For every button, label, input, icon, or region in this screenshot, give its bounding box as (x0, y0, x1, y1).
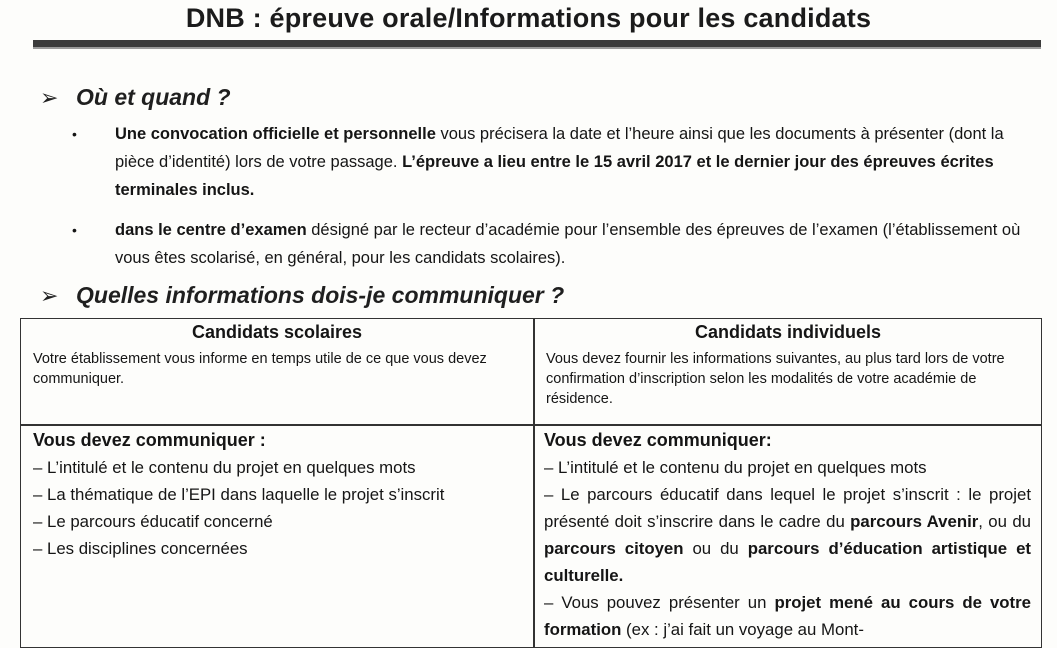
bold-phrase: dans le centre d’examen (115, 221, 307, 239)
list-item: – L’intitulé et le contenu du projet en quelques mots (33, 458, 416, 477)
list-item-text (115, 120, 1025, 204)
section-heading-informations (40, 282, 564, 309)
bold-phrase: L’épreuve a lieu entre le 15 avril 2017 et le dernier jour des épreuves écrites terminales inclus. (115, 153, 994, 199)
section-heading-ou-et-quand (40, 84, 231, 111)
bold-phrase: parcours d’éducation artistique et culturelle. (544, 539, 1031, 585)
list-scolaires (33, 427, 513, 562)
subheading: Vous devez communiquer: (544, 430, 772, 450)
plain-text: vous précisera la date et l’heure ainsi que les documents à présenter (dont la pièce d’identité) lors de votre passage. (115, 125, 1004, 171)
bold-phrase: projet mené au cours de votre formation (544, 593, 1031, 639)
intro-individuels: Vous devez fournir les informations suivantes, au plus tard lors de votre confirmation d’inscription selon les modalités de votre académie de résidence. (546, 351, 1005, 407)
list-item (544, 589, 1031, 643)
table-divider-vertical (533, 319, 535, 647)
list-item-text (115, 216, 1025, 272)
plain-text: désigné par le recteur d’académie pour l’ensemble des épreuves de l’examen (l’établissement où vous êtes scolarisé, en général, pour les candidats scolaires). (115, 221, 1021, 267)
bullet-dot-icon: • (72, 126, 77, 142)
column-header-individuels: Candidats individuels (694, 322, 882, 342)
list-item: – Les disciplines concernées (33, 539, 248, 558)
list-item (72, 216, 1022, 276)
info-table (20, 318, 1042, 648)
table-divider-horizontal (21, 424, 1041, 426)
intro-scolaires: Votre établissement vous informe en temps utile de ce que vous devez communiquer. (33, 351, 487, 387)
section-heading-text: Où et quand ? (76, 84, 231, 110)
list-individuels (544, 427, 1031, 643)
list-item (72, 120, 1022, 210)
title-underline (33, 40, 1041, 47)
list-item: – Le parcours éducatif concerné (33, 512, 273, 531)
plain-text: – Vous pouvez présenter un (544, 593, 775, 612)
bold-phrase: parcours citoyen (544, 539, 684, 558)
list-item (544, 481, 1031, 589)
plain-text: , ou du (978, 512, 1031, 531)
bold-phrase: Une convocation officielle et personnelle (115, 125, 436, 143)
plain-text: – Le parcours éducatif dans lequel le projet s’inscrit : le projet présenté doit s’inscrire dans le cadre du (544, 485, 1031, 531)
section-heading-text: Quelles informations dois-je communiquer ? (76, 282, 565, 308)
column-header-scolaires: Candidats scolaires (191, 322, 363, 342)
arrow-bullet-icon: ➢ (40, 283, 59, 308)
list-item: – La thématique de l’EPI dans laquelle le projet s’inscrit (33, 485, 445, 504)
subheading: Vous devez communiquer : (33, 430, 266, 450)
arrow-bullet-icon: ➢ (40, 85, 59, 110)
page-title: DNB : épreuve orale/Informations pour les candidats (185, 3, 872, 33)
plain-text: ou du (683, 539, 748, 558)
bold-phrase: parcours Avenir (850, 512, 979, 531)
title-underline-thin (33, 47, 1041, 49)
plain-text: (ex : j’ai fait un voyage au Mont- (621, 620, 864, 639)
list-item: – L’intitulé et le contenu du projet en quelques mots (544, 458, 927, 477)
bullet-dot-icon: • (72, 222, 77, 238)
